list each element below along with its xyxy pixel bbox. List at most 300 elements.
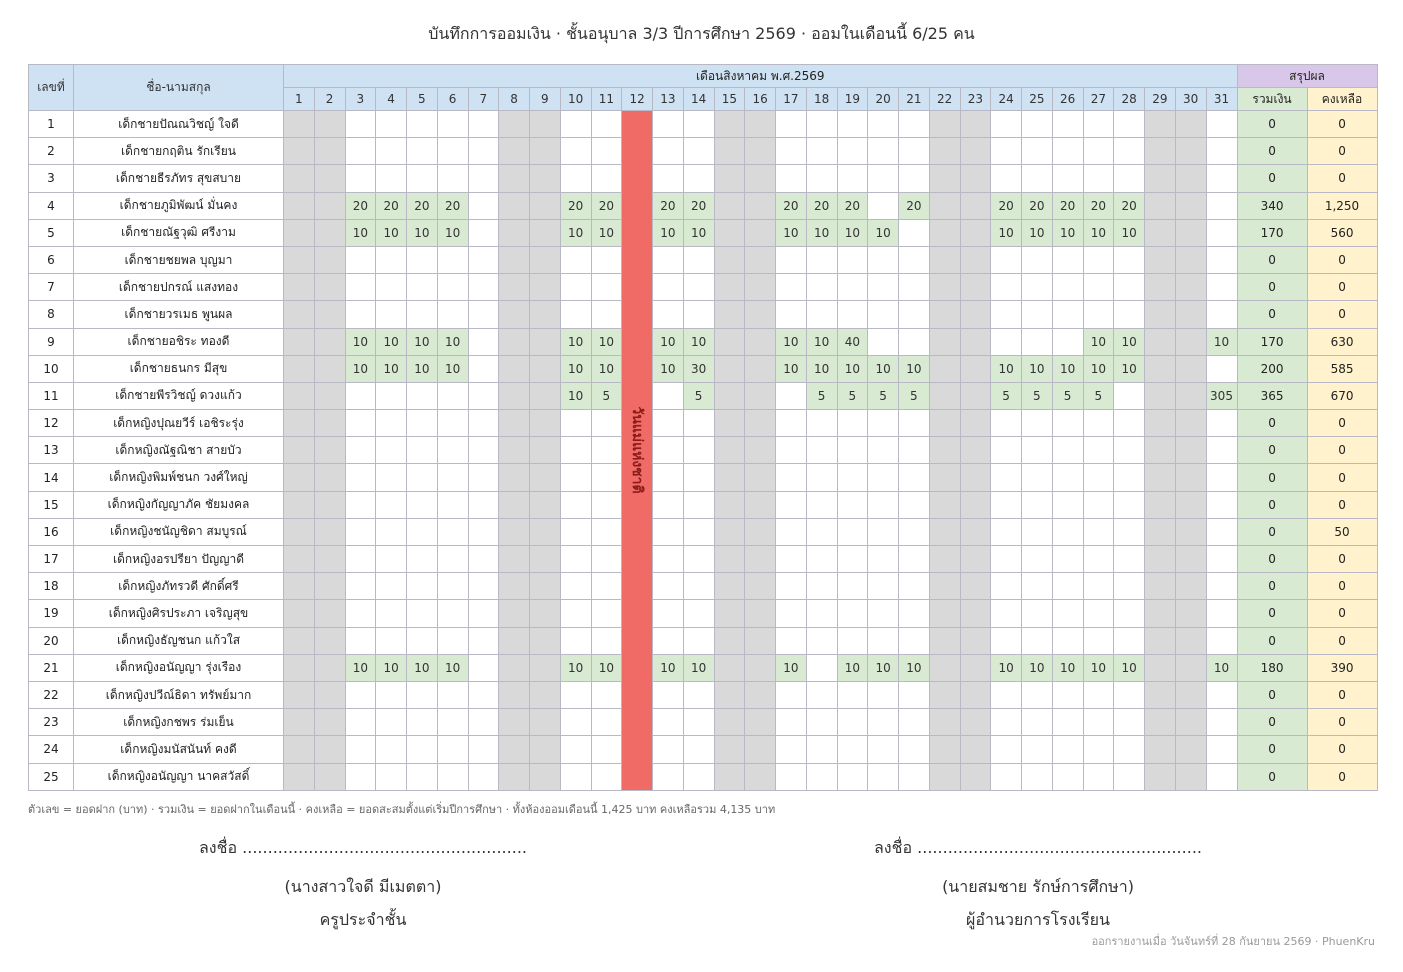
deposit-cell: 10 — [1083, 328, 1114, 355]
deposit-cell: 10 — [1022, 355, 1053, 382]
student-number: 12 — [29, 410, 74, 437]
deposit-cell: 305 — [1206, 382, 1237, 409]
empty-cell — [1206, 301, 1237, 328]
weekend-cell — [929, 301, 960, 328]
empty-cell — [776, 301, 807, 328]
day-header: 27 — [1083, 88, 1114, 111]
balance-cell: 50 — [1307, 518, 1377, 545]
weekend-cell — [1175, 491, 1206, 518]
empty-cell — [1052, 410, 1083, 437]
weekend-cell — [714, 709, 745, 736]
student-row — [29, 736, 1378, 763]
balance-cell: 585 — [1307, 355, 1377, 382]
empty-cell — [806, 573, 837, 600]
weekend-cell — [960, 355, 991, 382]
deposit-cell: 10 — [591, 328, 622, 355]
empty-cell — [591, 763, 622, 790]
empty-cell — [437, 573, 468, 600]
empty-cell — [437, 491, 468, 518]
deposit-cell: 20 — [899, 192, 930, 219]
student-row — [29, 573, 1378, 600]
weekend-cell — [314, 192, 345, 219]
weekend-cell — [745, 382, 776, 409]
weekend-cell — [960, 274, 991, 301]
empty-cell — [776, 763, 807, 790]
weekend-cell — [929, 573, 960, 600]
empty-cell — [868, 301, 899, 328]
empty-cell — [1052, 437, 1083, 464]
empty-cell — [1114, 736, 1145, 763]
empty-cell — [653, 138, 684, 165]
total-cell: 0 — [1237, 437, 1307, 464]
empty-cell — [899, 138, 930, 165]
weekend-cell — [499, 138, 530, 165]
weekend-cell — [1175, 382, 1206, 409]
empty-cell — [437, 709, 468, 736]
empty-cell — [560, 546, 591, 573]
empty-cell — [1083, 464, 1114, 491]
weekend-cell — [1145, 627, 1176, 654]
deposit-cell: 20 — [1052, 192, 1083, 219]
student-name: เด็กหญิงอนัญญา รุ่งเรือง — [74, 654, 284, 681]
weekend-cell — [1175, 410, 1206, 437]
weekend-cell — [929, 681, 960, 708]
empty-cell — [1206, 709, 1237, 736]
weekend-cell — [1175, 138, 1206, 165]
empty-cell — [806, 437, 837, 464]
weekend-cell — [1175, 165, 1206, 192]
empty-cell — [868, 410, 899, 437]
empty-cell — [776, 573, 807, 600]
empty-cell — [683, 138, 714, 165]
empty-cell — [868, 138, 899, 165]
empty-cell — [407, 491, 438, 518]
weekend-cell — [1145, 165, 1176, 192]
weekend-cell — [1145, 301, 1176, 328]
total-cell: 0 — [1237, 546, 1307, 573]
deposit-cell: 5 — [899, 382, 930, 409]
empty-cell — [1022, 111, 1053, 138]
weekend-cell — [1175, 681, 1206, 708]
weekend-cell — [1175, 600, 1206, 627]
empty-cell — [1083, 736, 1114, 763]
weekend-cell — [929, 600, 960, 627]
weekend-cell — [530, 192, 561, 219]
empty-cell — [437, 518, 468, 545]
weekend-cell — [284, 654, 315, 681]
weekend-cell — [284, 165, 315, 192]
weekend-cell — [960, 301, 991, 328]
student-row — [29, 518, 1378, 545]
empty-cell — [1206, 410, 1237, 437]
empty-cell — [991, 437, 1022, 464]
empty-cell — [806, 627, 837, 654]
empty-cell — [407, 138, 438, 165]
deposit-cell: 10 — [899, 355, 930, 382]
deposit-cell: 10 — [1083, 654, 1114, 681]
student-number: 17 — [29, 546, 74, 573]
empty-cell — [806, 681, 837, 708]
page-title: บันทึกการออมเงิน · ชั้นอนุบาล 3/3 ปีการศึกษา 2569 · ออมในเดือนนี้ 6/25 คน — [428, 24, 975, 43]
weekend-cell — [929, 246, 960, 273]
empty-cell — [591, 546, 622, 573]
weekend-cell — [929, 355, 960, 382]
empty-cell — [376, 573, 407, 600]
student-name: เด็กชายพีรวิชญ์ ดวงแก้ว — [74, 382, 284, 409]
empty-cell — [1083, 165, 1114, 192]
deposit-cell: 10 — [560, 654, 591, 681]
empty-cell — [837, 410, 868, 437]
weekend-cell — [714, 301, 745, 328]
empty-cell — [899, 681, 930, 708]
student-number: 25 — [29, 763, 74, 790]
total-cell: 0 — [1237, 681, 1307, 708]
empty-cell — [468, 546, 499, 573]
empty-cell — [1206, 246, 1237, 273]
empty-cell — [653, 763, 684, 790]
empty-cell — [868, 111, 899, 138]
empty-cell — [837, 681, 868, 708]
deposit-cell: 10 — [591, 355, 622, 382]
weekend-cell — [314, 518, 345, 545]
weekend-cell — [314, 111, 345, 138]
empty-cell — [899, 627, 930, 654]
empty-cell — [806, 546, 837, 573]
empty-cell — [806, 736, 837, 763]
weekend-cell — [530, 410, 561, 437]
weekend-cell — [499, 246, 530, 273]
balance-cell: 560 — [1307, 219, 1377, 246]
balance-cell: 0 — [1307, 464, 1377, 491]
weekend-cell — [314, 301, 345, 328]
empty-cell — [1052, 138, 1083, 165]
weekend-cell — [1175, 736, 1206, 763]
empty-cell — [345, 274, 376, 301]
student-row — [29, 328, 1378, 355]
deposit-cell: 20 — [345, 192, 376, 219]
deposit-cell: 10 — [837, 355, 868, 382]
empty-cell — [776, 410, 807, 437]
empty-cell — [776, 627, 807, 654]
weekend-cell — [284, 328, 315, 355]
empty-cell — [468, 246, 499, 273]
total-cell: 200 — [1237, 355, 1307, 382]
weekend-cell — [499, 573, 530, 600]
deposit-cell: 10 — [683, 654, 714, 681]
empty-cell — [683, 111, 714, 138]
empty-cell — [1083, 709, 1114, 736]
balance-cell: 0 — [1307, 736, 1377, 763]
weekend-cell — [530, 301, 561, 328]
holiday-column — [622, 111, 653, 791]
empty-cell — [345, 736, 376, 763]
weekend-cell — [960, 382, 991, 409]
empty-cell — [345, 763, 376, 790]
student-row — [29, 491, 1378, 518]
empty-cell — [776, 491, 807, 518]
signer-name: (นายสมชาย รักษ์การศึกษา) — [942, 877, 1134, 896]
empty-cell — [653, 301, 684, 328]
weekend-cell — [714, 681, 745, 708]
empty-cell — [1052, 464, 1083, 491]
weekend-cell — [314, 654, 345, 681]
weekend-cell — [284, 138, 315, 165]
deposit-cell: 10 — [1022, 654, 1053, 681]
weekend-cell — [530, 382, 561, 409]
empty-cell — [1114, 274, 1145, 301]
total-cell: 0 — [1237, 627, 1307, 654]
empty-cell — [468, 736, 499, 763]
day-header: 20 — [868, 88, 899, 111]
empty-cell — [407, 546, 438, 573]
empty-cell — [437, 246, 468, 273]
empty-cell — [345, 600, 376, 627]
empty-cell — [899, 573, 930, 600]
total-cell: 170 — [1237, 328, 1307, 355]
weekend-cell — [1175, 111, 1206, 138]
header-total: รวมเงิน — [1237, 88, 1307, 111]
deposit-cell: 10 — [376, 219, 407, 246]
empty-cell — [1052, 709, 1083, 736]
deposit-cell: 10 — [653, 654, 684, 681]
empty-cell — [376, 627, 407, 654]
empty-cell — [806, 111, 837, 138]
weekend-cell — [530, 736, 561, 763]
deposit-cell: 10 — [837, 219, 868, 246]
weekend-cell — [1145, 274, 1176, 301]
total-cell: 0 — [1237, 736, 1307, 763]
weekend-cell — [530, 246, 561, 273]
empty-cell — [560, 627, 591, 654]
empty-cell — [1114, 627, 1145, 654]
weekend-cell — [714, 111, 745, 138]
deposit-cell: 10 — [376, 654, 407, 681]
empty-cell — [683, 627, 714, 654]
deposit-cell: 10 — [683, 328, 714, 355]
empty-cell — [806, 763, 837, 790]
student-number: 10 — [29, 355, 74, 382]
weekend-cell — [499, 654, 530, 681]
day-header: 26 — [1052, 88, 1083, 111]
signer-name: (นางสาวใจดี มีเมตตา) — [284, 877, 442, 896]
weekend-cell — [530, 328, 561, 355]
weekend-cell — [960, 165, 991, 192]
empty-cell — [837, 138, 868, 165]
empty-cell — [468, 464, 499, 491]
weekend-cell — [714, 355, 745, 382]
report-footer: ออกรายงานเมื่อ วันจันทร์ที่ 28 กันยายน 2569 · PhuenKru — [1091, 935, 1375, 948]
balance-cell: 0 — [1307, 246, 1377, 273]
empty-cell — [560, 681, 591, 708]
deposit-cell: 20 — [591, 192, 622, 219]
empty-cell — [376, 600, 407, 627]
empty-cell — [591, 274, 622, 301]
day-header: 24 — [991, 88, 1022, 111]
empty-cell — [437, 138, 468, 165]
empty-cell — [468, 627, 499, 654]
balance-cell: 0 — [1307, 681, 1377, 708]
weekend-cell — [314, 328, 345, 355]
empty-cell — [683, 165, 714, 192]
weekend-cell — [714, 546, 745, 573]
student-row — [29, 546, 1378, 573]
weekend-cell — [929, 654, 960, 681]
deposit-cell: 10 — [991, 654, 1022, 681]
weekend-cell — [1175, 437, 1206, 464]
student-name: เด็กหญิงมนัสนันท์ คงดี — [74, 736, 284, 763]
empty-cell — [1114, 491, 1145, 518]
empty-cell — [1022, 627, 1053, 654]
empty-cell — [437, 274, 468, 301]
weekend-cell — [499, 328, 530, 355]
weekend-cell — [714, 246, 745, 273]
empty-cell — [407, 763, 438, 790]
weekend-cell — [960, 546, 991, 573]
empty-cell — [683, 491, 714, 518]
empty-cell — [1083, 600, 1114, 627]
empty-cell — [345, 573, 376, 600]
student-name: เด็กชายวรเมธ พูนผล — [74, 301, 284, 328]
deposit-cell: 10 — [1206, 328, 1237, 355]
deposit-cell: 10 — [806, 328, 837, 355]
empty-cell — [591, 736, 622, 763]
empty-cell — [1052, 600, 1083, 627]
empty-cell — [683, 437, 714, 464]
empty-cell — [1114, 464, 1145, 491]
balance-cell: 0 — [1307, 573, 1377, 600]
weekend-cell — [314, 246, 345, 273]
empty-cell — [407, 246, 438, 273]
weekend-cell — [530, 165, 561, 192]
weekend-cell — [314, 763, 345, 790]
empty-cell — [1206, 464, 1237, 491]
empty-cell — [776, 709, 807, 736]
empty-cell — [991, 274, 1022, 301]
empty-cell — [1083, 301, 1114, 328]
weekend-cell — [1145, 491, 1176, 518]
weekend-cell — [960, 518, 991, 545]
weekend-cell — [960, 219, 991, 246]
empty-cell — [991, 681, 1022, 708]
empty-cell — [437, 681, 468, 708]
student-row — [29, 709, 1378, 736]
student-row — [29, 219, 1378, 246]
weekend-cell — [1175, 274, 1206, 301]
deposit-cell: 10 — [776, 355, 807, 382]
empty-cell — [345, 410, 376, 437]
empty-cell — [1206, 573, 1237, 600]
weekend-cell — [499, 491, 530, 518]
empty-cell — [1114, 301, 1145, 328]
header-balance: คงเหลือ — [1307, 88, 1377, 111]
student-number: 6 — [29, 246, 74, 273]
empty-cell — [1114, 573, 1145, 600]
day-header: 14 — [683, 88, 714, 111]
weekend-cell — [1145, 382, 1176, 409]
empty-cell — [653, 491, 684, 518]
day-header: 16 — [745, 88, 776, 111]
student-number: 19 — [29, 600, 74, 627]
deposit-cell: 20 — [407, 192, 438, 219]
empty-cell — [653, 382, 684, 409]
weekend-cell — [314, 355, 345, 382]
empty-cell — [899, 165, 930, 192]
deposit-cell: 10 — [653, 219, 684, 246]
empty-cell — [1083, 111, 1114, 138]
empty-cell — [653, 274, 684, 301]
empty-cell — [468, 219, 499, 246]
empty-cell — [1083, 573, 1114, 600]
weekend-cell — [960, 627, 991, 654]
empty-cell — [560, 709, 591, 736]
empty-cell — [345, 111, 376, 138]
deposit-cell: 10 — [776, 654, 807, 681]
empty-cell — [837, 709, 868, 736]
empty-cell — [468, 410, 499, 437]
deposit-cell: 10 — [345, 328, 376, 355]
empty-cell — [1052, 681, 1083, 708]
empty-cell — [1114, 681, 1145, 708]
weekend-cell — [745, 328, 776, 355]
total-cell: 340 — [1237, 192, 1307, 219]
empty-cell — [437, 301, 468, 328]
empty-cell — [437, 736, 468, 763]
weekend-cell — [745, 165, 776, 192]
header-summary: สรุปผล — [1237, 65, 1377, 88]
empty-cell — [1206, 437, 1237, 464]
empty-cell — [899, 600, 930, 627]
weekend-cell — [929, 138, 960, 165]
empty-cell — [376, 274, 407, 301]
deposit-cell: 20 — [376, 192, 407, 219]
empty-cell — [1114, 518, 1145, 545]
empty-cell — [1052, 573, 1083, 600]
empty-cell — [837, 491, 868, 518]
empty-cell — [991, 573, 1022, 600]
empty-cell — [437, 111, 468, 138]
deposit-cell: 10 — [345, 219, 376, 246]
header-no: เลขที่ — [29, 65, 74, 111]
weekend-cell — [745, 681, 776, 708]
weekend-cell — [284, 736, 315, 763]
empty-cell — [1052, 246, 1083, 273]
weekend-cell — [929, 328, 960, 355]
empty-cell — [653, 573, 684, 600]
empty-cell — [899, 301, 930, 328]
empty-cell — [868, 763, 899, 790]
empty-cell — [868, 165, 899, 192]
student-row — [29, 138, 1378, 165]
empty-cell — [806, 165, 837, 192]
day-header: 23 — [960, 88, 991, 111]
weekend-cell — [929, 111, 960, 138]
weekend-cell — [745, 301, 776, 328]
empty-cell — [591, 301, 622, 328]
empty-cell — [837, 464, 868, 491]
weekend-cell — [530, 111, 561, 138]
empty-cell — [868, 600, 899, 627]
empty-cell — [653, 546, 684, 573]
weekend-cell — [960, 600, 991, 627]
student-name: เด็กหญิงพิมพ์ชนก วงศ์ใหญ่ — [74, 464, 284, 491]
deposit-cell: 10 — [899, 654, 930, 681]
weekend-cell — [499, 165, 530, 192]
empty-cell — [468, 274, 499, 301]
weekend-cell — [714, 410, 745, 437]
deposit-cell: 20 — [560, 192, 591, 219]
empty-cell — [560, 736, 591, 763]
empty-cell — [345, 464, 376, 491]
